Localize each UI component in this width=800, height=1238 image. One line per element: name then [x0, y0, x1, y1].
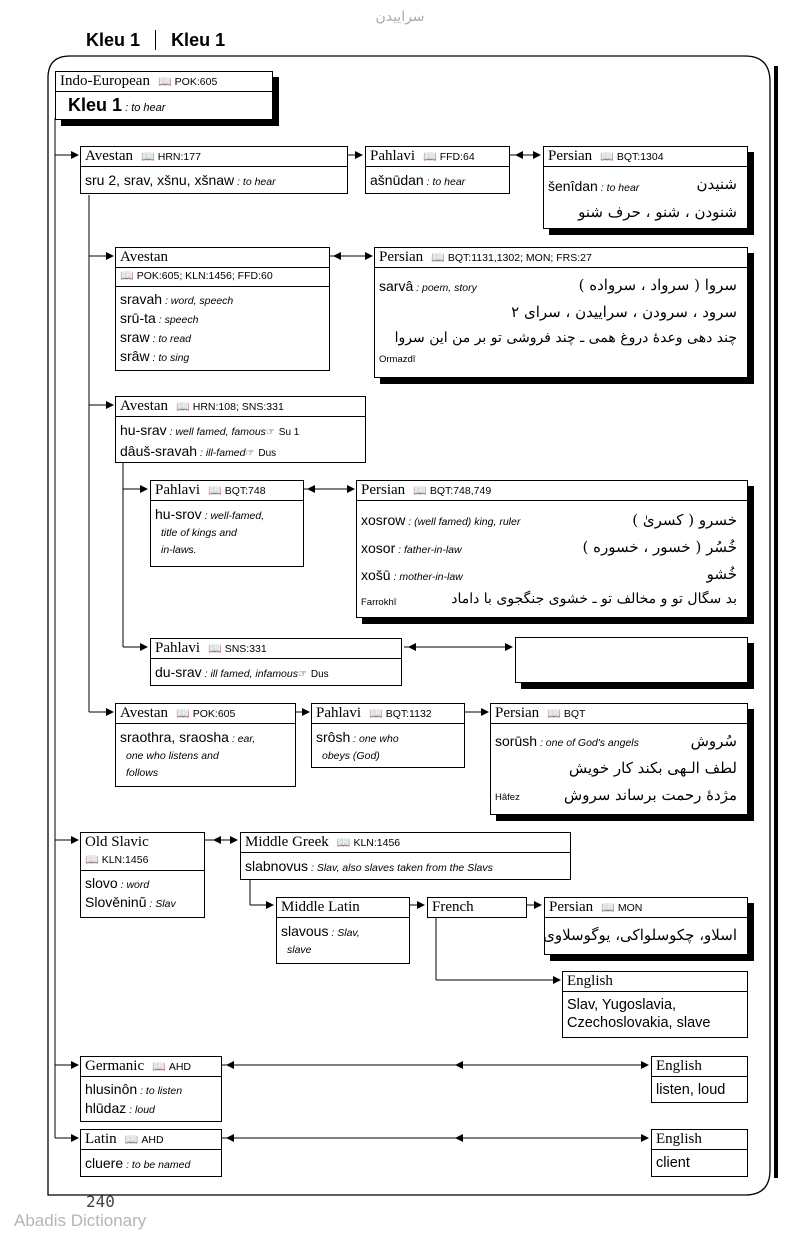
lang: Pahlavi	[370, 148, 415, 164]
word: hu-srov	[155, 506, 202, 522]
book-icon: 📖	[413, 485, 427, 497]
word: Slav, Yugoslavia,	[567, 997, 677, 1013]
book-icon: 📖	[208, 485, 222, 497]
def: loud	[135, 1104, 155, 1116]
lang: Avestan	[120, 249, 169, 265]
book-icon: 📖	[547, 708, 561, 720]
word: ašnūdan	[370, 172, 424, 188]
word: sraothra, sraosha	[120, 729, 229, 745]
pahlavi-box-4: Pahlavi 📖 BQT:1132 srôsh : one who obeys (God)	[311, 703, 465, 768]
ref: BQT:1304	[616, 151, 664, 163]
ref: POK:605; KLN:1456; FFD:60	[136, 270, 273, 282]
persian-text: شنیدن	[696, 175, 737, 193]
def: mother-in-law	[399, 571, 463, 583]
word: Czechoslovakia, slave	[567, 1015, 711, 1031]
ref: BQT	[563, 708, 586, 720]
def: ill-famed	[205, 447, 246, 459]
word: srôsh	[316, 729, 351, 745]
old-slavic-box: Old Slavic 📖 KLN:1456 slovo : word Slověninŭ : Slav	[80, 832, 205, 918]
word: slovo	[85, 875, 118, 891]
ref: POK:605	[192, 708, 236, 720]
book-icon: 📖	[369, 708, 383, 720]
def: to hear	[242, 176, 276, 188]
word: client	[656, 1155, 690, 1171]
cross-ref: Dus	[258, 448, 277, 459]
def: well-famed,	[210, 510, 265, 522]
persian-text: سُروش	[690, 732, 737, 750]
word: hlūdaz	[85, 1100, 127, 1116]
persian-verse: چند دهی وعدهٔ دروغ همی ـ چند فروشی تو بر من این سروا	[394, 330, 737, 346]
lang: Middle Greek	[245, 834, 329, 850]
def: one who	[359, 733, 399, 745]
book-icon: 📖	[157, 76, 172, 88]
def: in-laws.	[161, 544, 197, 556]
def: to sing	[158, 352, 190, 364]
book-icon: 📖	[601, 902, 615, 914]
persian-text: خسرو ( کسریٰ )	[632, 511, 737, 529]
word: xošū	[361, 567, 391, 583]
root-box: Indo-European 📖 POK:605 Kleu 1 : to hear	[55, 71, 273, 120]
def: to be named	[131, 1159, 191, 1171]
word: du-srav	[155, 664, 202, 680]
book-icon: 📖	[208, 643, 222, 655]
lang: English	[656, 1058, 702, 1074]
lang: Persian	[549, 899, 594, 915]
ref: FFD:64	[439, 151, 475, 163]
pahlavi-box-2: Pahlavi 📖 BQT:748 hu-srov : well-famed, title of kings and in-laws.	[150, 480, 304, 567]
poet-name: Farrokhî	[361, 597, 397, 608]
avestan-box-4: Avestan 📖 POK:605 sraothra, sraosha : ear, one who listens and follows	[115, 703, 296, 787]
pahlavi-box-1: Pahlavi 📖 FFD:64 ašnūdan : to hear	[365, 146, 510, 194]
book-icon: 📖	[124, 1134, 139, 1146]
def: to read	[158, 333, 192, 345]
latin-box: Latin 📖 AHD cluere : to be named	[80, 1129, 222, 1177]
lang: English	[656, 1131, 702, 1147]
word: sraw	[120, 329, 150, 345]
word: xosrow	[361, 512, 406, 528]
word: cluere	[85, 1155, 124, 1171]
ref: HRN:177	[157, 151, 201, 163]
heading-right: Kleu 1	[171, 30, 226, 50]
avestan-box-2: Avestan 📖 POK:605; KLN:1456; FFD:60 sravah : word, speech srū-ta : speech sraw : to read srâw : to sing	[115, 247, 330, 371]
lang: Pahlavi	[155, 640, 200, 656]
poet-name: Hâfez	[495, 792, 520, 803]
def: to listen	[145, 1085, 183, 1097]
book-icon: 📖	[152, 1061, 166, 1073]
lang: Pahlavi	[155, 482, 200, 498]
page-number: 240	[86, 1192, 115, 1211]
french-box	[427, 897, 527, 918]
lang: Avestan	[120, 398, 169, 414]
english-box-1	[562, 971, 748, 1038]
ref: BQT:748	[224, 485, 266, 497]
word: sarvâ	[379, 278, 414, 294]
germanic-box: Germanic 📖 AHD hlusinôn : to listen hlūdaz : loud	[80, 1056, 222, 1122]
poet-name: Ormazdî	[379, 354, 416, 365]
ref: HRN:108; SNS:331	[192, 401, 284, 413]
persian-text: خُسُر ( خسور ، خسوره )	[582, 538, 737, 556]
word: Slověninŭ	[85, 894, 147, 910]
lang: Persian	[548, 148, 593, 164]
def: one of God's angels	[545, 737, 639, 749]
persian-text: سروا ( سرواد ، سرواده )	[578, 276, 737, 294]
def: father-in-law	[404, 544, 462, 556]
persian-text: شنودن ، شنو ، حرف شنو	[578, 203, 737, 221]
pahlavi-box-3: Pahlavi 📖 SNS:331 du-srav : ill famed, infamous☞ Dus	[150, 638, 402, 686]
def: to hear	[606, 182, 640, 194]
book-icon: 📖	[176, 708, 190, 720]
lang: Indo-European	[60, 73, 150, 89]
def: Slav,	[337, 927, 360, 939]
top-title: سراییدن	[375, 9, 425, 25]
lang: Pahlavi	[316, 705, 361, 721]
root-word: Kleu 1	[68, 95, 123, 115]
persian-box-1: Persian 📖 BQT:1304 šenîdan : to hear شنیدن شنودن ، شنو ، حرف شنو	[543, 146, 748, 229]
lang: Avestan	[120, 705, 169, 721]
persian-text: خُشو	[706, 565, 737, 583]
word: sravah	[120, 291, 163, 307]
english-box-3	[651, 1129, 748, 1177]
word: sorūsh	[495, 733, 538, 749]
persian-text: سرود ، سرودن ، سراییدن ، سرای ۲	[511, 303, 737, 321]
persian-text: اسلاو، چکوسلواکی، یوگوسلاوی	[543, 926, 737, 944]
ref: AHD	[141, 1134, 164, 1146]
word: hu-srav	[120, 422, 167, 438]
def: to hear	[432, 176, 466, 188]
persian-verse: بد سگال تو و مخالف تو ـ خشوی جنگجوی با داماد	[451, 591, 737, 607]
cross-ref: Su 1	[278, 427, 300, 438]
lang: Latin	[85, 1131, 117, 1147]
ref: BQT:1132	[385, 708, 432, 720]
lang: English	[567, 973, 613, 989]
root-def: to hear	[131, 102, 166, 114]
def: obeys (God)	[322, 750, 380, 762]
lang: French	[432, 899, 474, 915]
def: word, speech	[170, 295, 234, 307]
def: speech	[164, 314, 199, 326]
pointing-hand-icon: ☞	[245, 448, 255, 459]
def: ear,	[237, 733, 256, 745]
ref: MON	[617, 902, 643, 914]
word: slavous	[281, 923, 329, 939]
def: Slav	[155, 898, 176, 910]
def: well famed, famous	[175, 426, 266, 438]
def: title of kings and	[161, 527, 237, 539]
persian-box-4: Persian 📖 BQT sorūsh : one of God's angels سُروش لطف الـهی بکند کار خویش مژدهٔ رحمت برساند سروش Hâfez	[490, 703, 748, 815]
persian-verse: مژدهٔ رحمت برساند سروش	[563, 786, 737, 804]
empty-box	[515, 637, 748, 683]
persian-verse: لطف الـهی بکند کار خویش	[568, 759, 737, 777]
pointing-hand-icon: ☞	[265, 427, 275, 438]
def: ill famed, infamous	[210, 668, 298, 680]
word: slabnovus	[245, 858, 309, 874]
book-icon: 📖	[85, 854, 99, 866]
word: srū-ta	[120, 310, 156, 326]
word: srâw	[120, 348, 150, 364]
lang: Old Slavic	[85, 834, 149, 850]
pointing-hand-icon: ☞	[298, 669, 307, 680]
def: slave	[287, 944, 312, 956]
page-heading	[86, 30, 225, 51]
avestan-box-3: Avestan 📖 HRN:108; SNS:331 hu-srav : well famed, famous☞ Su 1 dâuš-sravah : ill-famed☞ Dus	[115, 396, 366, 463]
lang: Persian	[495, 705, 540, 721]
middle-greek-box: Middle Greek 📖 KLN:1456 slabnovus : Slav, also slaves taken from the Slavs	[240, 832, 571, 880]
def: Slav, also slaves taken from the Slavs	[316, 862, 493, 874]
word: listen, loud	[656, 1082, 726, 1098]
persian-box-2: Persian 📖 BQT:1131,1302; MON; FRS:27 sarvâ : poem, story سروا ( سرواد ، سرواده ) سرود ، سرودن ، سراییدن ، سرای ۲ چند دهی وعدهٔ دروغ همی ـ چند فروشی تو بر من این سروا Ormazdî	[374, 247, 748, 378]
def: (well famed) king, ruler	[414, 516, 521, 528]
word: šenîdan	[548, 178, 598, 194]
ref: BQT:1131,1302; MON; FRS:27	[447, 252, 592, 264]
word: sru 2, srav, xšnu, xšnaw	[85, 172, 235, 188]
persian-box-5	[544, 897, 748, 955]
cross-ref: Dus	[310, 669, 329, 680]
ref: AHD	[168, 1061, 192, 1073]
lang: Persian	[361, 482, 406, 498]
word: xosor	[361, 540, 396, 556]
book-icon: 📖	[600, 151, 614, 163]
avestan-box-1: Avestan 📖 HRN:177 sru 2, srav, xšnu, xšnaw : to hear	[80, 146, 348, 194]
lang: Germanic	[85, 1058, 145, 1074]
book-icon: 📖	[176, 401, 190, 413]
heading-left: Kleu 1	[86, 30, 141, 50]
book-icon: 📖	[141, 151, 155, 163]
ref: KLN:1456	[353, 837, 401, 849]
book-icon: 📖	[336, 837, 351, 849]
book-icon: 📖	[120, 270, 134, 282]
def: poem, story	[422, 282, 477, 294]
watermark: Abadis Dictionary	[14, 1211, 147, 1230]
ref: KLN:1456	[101, 854, 149, 866]
word: hlusinôn	[85, 1081, 138, 1097]
book-icon: 📖	[423, 151, 437, 163]
lang: Persian	[379, 249, 424, 265]
ref: BQT:748,749	[429, 485, 492, 497]
ref: POK:605	[174, 76, 218, 88]
book-icon: 📖	[431, 252, 445, 264]
def: word	[126, 879, 150, 891]
english-box-2	[651, 1056, 748, 1103]
lang: Middle Latin	[281, 899, 360, 915]
ref: SNS:331	[224, 643, 267, 655]
word: dâuš-sravah	[120, 443, 198, 459]
def: follows	[126, 767, 159, 779]
middle-latin-box: Middle Latin slavous : Slav, slave	[276, 897, 410, 964]
persian-box-3: Persian 📖 BQT:748,749 xosrow : (well famed) king, ruler xosor : father-in-law xošū : mother-in-law خسرو ( کسریٰ ) خُسُر ( خسور ، خسوره ) خُشو بد سگال تو و مخالف تو ـ خشوی جنگجوی با داماد Farrokhî	[356, 480, 748, 618]
def: one who listens and	[126, 750, 219, 762]
lang: Avestan	[85, 148, 134, 164]
